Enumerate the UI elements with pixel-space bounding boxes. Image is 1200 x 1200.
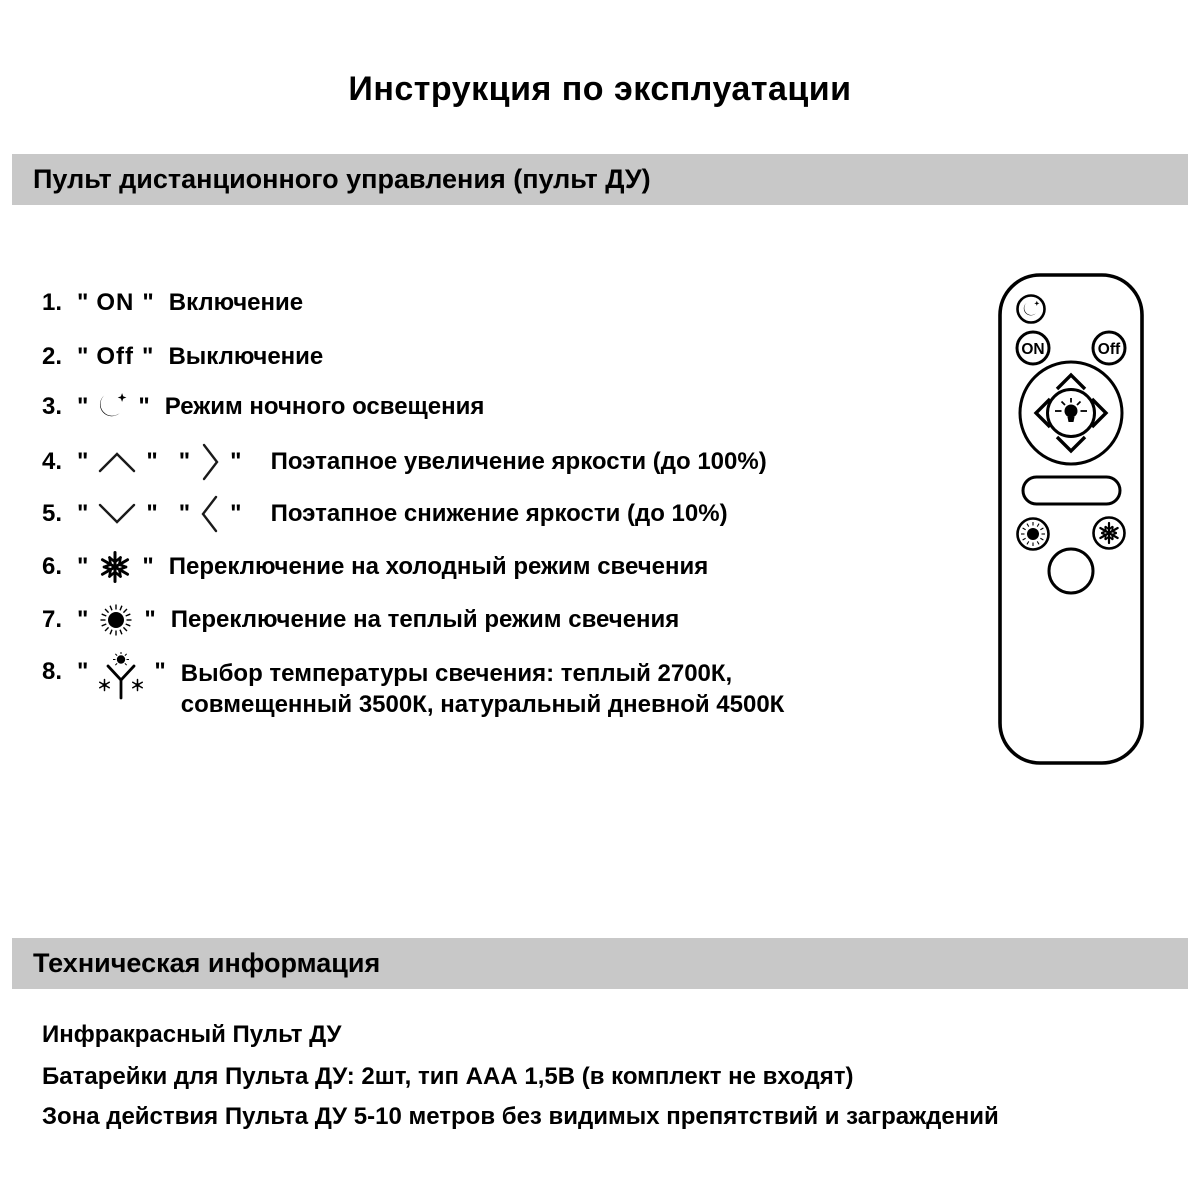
item-text: Переключение на холодный режим свечения (168, 553, 709, 580)
remote-warm-mode-button (1018, 519, 1049, 550)
item-text: Поэтапное увеличение яркости (до 100%) (270, 448, 767, 475)
quote-mark: " (77, 553, 89, 580)
quote-mark: " (178, 500, 191, 527)
list-item (42, 389, 484, 425)
item-number: 2. (42, 343, 63, 370)
svg-text:Off: Off (1097, 341, 1121, 358)
item-text: Переключение на теплый режим свечения (170, 606, 680, 633)
moon-star-icon (97, 391, 129, 423)
item-text: Включение (168, 289, 304, 316)
color-temperature-select-icon (97, 652, 145, 704)
quote-mark: " (142, 553, 154, 580)
list-item (42, 602, 679, 638)
quote-mark: " (178, 448, 191, 475)
quote-mark: " (77, 289, 89, 316)
list-item (42, 285, 303, 321)
quote-mark: " (77, 500, 89, 527)
tech-info-line: Инфракрасный Пульт ДУ (42, 1021, 342, 1048)
quote-mark: " (230, 448, 242, 475)
quote-mark: " (77, 393, 89, 420)
item-number: 7. (42, 606, 63, 633)
item-number: 5. (42, 500, 63, 527)
quote-mark: " (146, 448, 158, 475)
quote-mark: " (138, 393, 150, 420)
remote-direction-pad (1020, 362, 1122, 464)
quote-mark: " (142, 289, 154, 316)
item-number: 4. (42, 448, 63, 475)
remote-control-illustration (997, 272, 1145, 766)
section-header-remote (12, 154, 1188, 205)
sun-icon (97, 601, 135, 639)
item-text: Режим ночного освещения (164, 393, 485, 420)
quote-mark: " (144, 606, 156, 633)
quote-mark: " (77, 606, 89, 633)
item-text: Выключение (168, 343, 324, 370)
list-item (42, 444, 767, 480)
quote-mark: " (77, 658, 89, 685)
chevron-down-icon (97, 501, 137, 527)
item-text-line2: совмещенный 3500К, натуральный дневной 4500К (180, 691, 785, 718)
section-header-remote-label: Пульт дистанционного управления (пульт ДУ) (33, 164, 651, 194)
item-text: Поэтапное снижение яркости (до 10%) (270, 500, 728, 527)
section-header-tech (12, 938, 1188, 989)
item-text: Выбор температуры свечения: теплый 2700К, (180, 660, 733, 687)
quote-mark: " (142, 343, 154, 370)
svg-text:ON: ON (1021, 341, 1045, 358)
item-number: 8. (42, 658, 63, 685)
tech-info-line: Батарейки для Пульта ДУ: 2шт, тип ААА 1,5В (в комплект не входят) (42, 1063, 854, 1090)
page-title: Инструкция по эксплуатации (348, 70, 852, 108)
quote-mark: " (154, 658, 166, 685)
tech-info-line: Зона действия Пульта ДУ 5-10 метров без видимых препятствий и заграждений (42, 1103, 999, 1130)
quote-mark: " (77, 343, 89, 370)
list-item (42, 549, 708, 585)
item-number: 1. (42, 289, 63, 316)
section-header-tech-label: Техническая информация (33, 948, 381, 978)
item-number: 6. (42, 553, 63, 580)
list-item (42, 339, 323, 375)
on-button-label: ON (96, 289, 135, 316)
chevron-left-icon (199, 494, 221, 534)
quote-mark: " (146, 500, 158, 527)
item-number: 3. (42, 393, 63, 420)
chevron-up-icon (97, 449, 137, 475)
quote-mark: " (230, 500, 242, 527)
list-item (42, 658, 784, 720)
off-button-label: Off (96, 343, 135, 370)
list-item (42, 496, 728, 532)
quote-mark: " (77, 448, 89, 475)
snowflake-icon (97, 549, 133, 585)
chevron-right-icon (199, 442, 221, 482)
